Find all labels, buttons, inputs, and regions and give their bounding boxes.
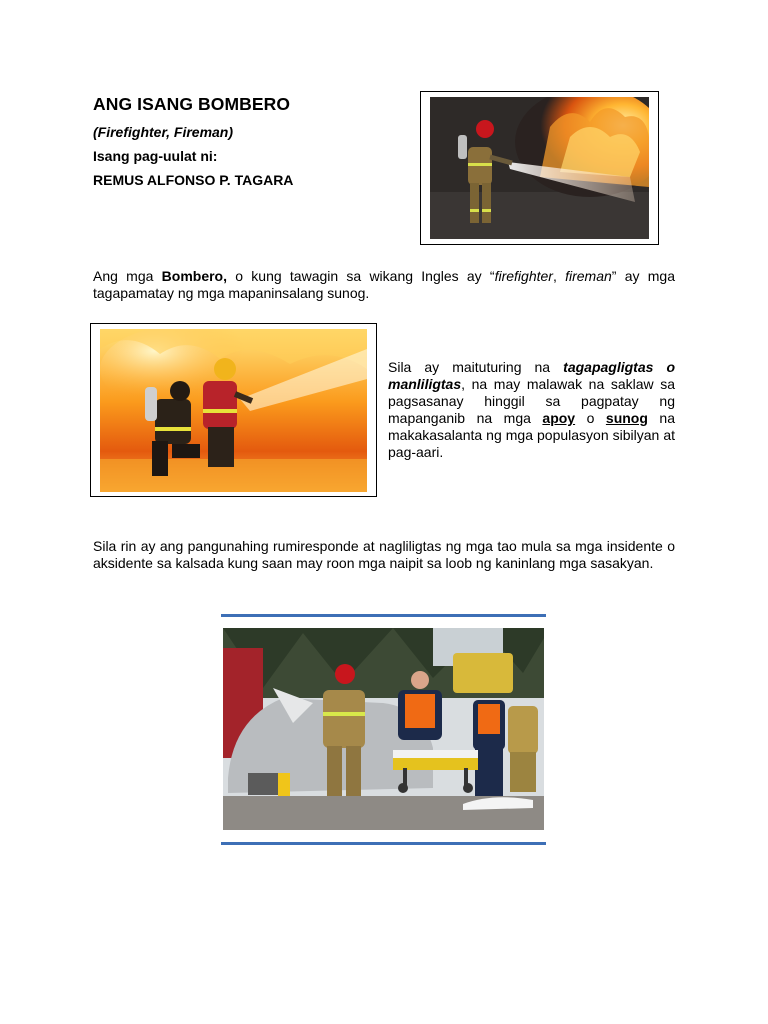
- term-firefighter: firefighter: [494, 268, 553, 284]
- paragraph-text: ” ay mga tagapamatay ng mga mapaninsalang sunog.: [93, 268, 675, 301]
- bottom-blue-rule: [221, 842, 546, 845]
- paragraph-text: , na may malawak na saklaw sa pagsasanay hinggil sa pagpatay ng mapanganib na mga: [388, 376, 675, 426]
- paragraph-road-accidents: Sila rin ay ang pangunahing rumiresponde at nagliligtas ng mga tao mula sa mga insidente o aksidente sa kalsada kung saan may roon mga naipit sa loob ng kaninlang mga sasakyan.: [93, 538, 675, 571]
- term-fireman: fireman: [565, 268, 612, 284]
- car-accident-rescue-photo: [223, 628, 544, 830]
- author-name: REMUS ALFONSO P. TAGARA: [93, 172, 294, 188]
- paragraph-intro: [93, 268, 675, 302]
- paragraph-text: o kung tawagin sa wikang Ingles ay “: [227, 268, 495, 284]
- paragraph-text: Ang mga: [93, 268, 162, 284]
- top-blue-rule: [221, 614, 546, 617]
- document-subtitle: (Firefighter, Fireman): [93, 124, 234, 140]
- photo-frame-1: [420, 91, 659, 245]
- term-sunog: sunog: [605, 410, 648, 426]
- paragraph-rescuers: [388, 359, 675, 461]
- paragraph-text: Sila ay maituturing na: [388, 359, 564, 375]
- term-tagapagligtas: tagapagligtas o manliligtas: [388, 359, 675, 392]
- term-bombero: Bombero,: [161, 268, 227, 284]
- report-by-label: Isang pag-uulat ni:: [93, 148, 218, 164]
- term-apoy: apoy: [542, 410, 576, 426]
- paragraph-text: o: [575, 410, 606, 426]
- firefighters-in-flames-photo: [100, 329, 367, 492]
- firefighter-spraying-fire-photo: [430, 97, 649, 239]
- photo-frame-2: [90, 323, 377, 497]
- paragraph-text: na makakasalanta ng mga populasyon sibilyan at pag-aari.: [388, 410, 675, 460]
- paragraph-text: ,: [552, 268, 566, 284]
- document-title: ANG ISANG BOMBERO: [93, 94, 291, 114]
